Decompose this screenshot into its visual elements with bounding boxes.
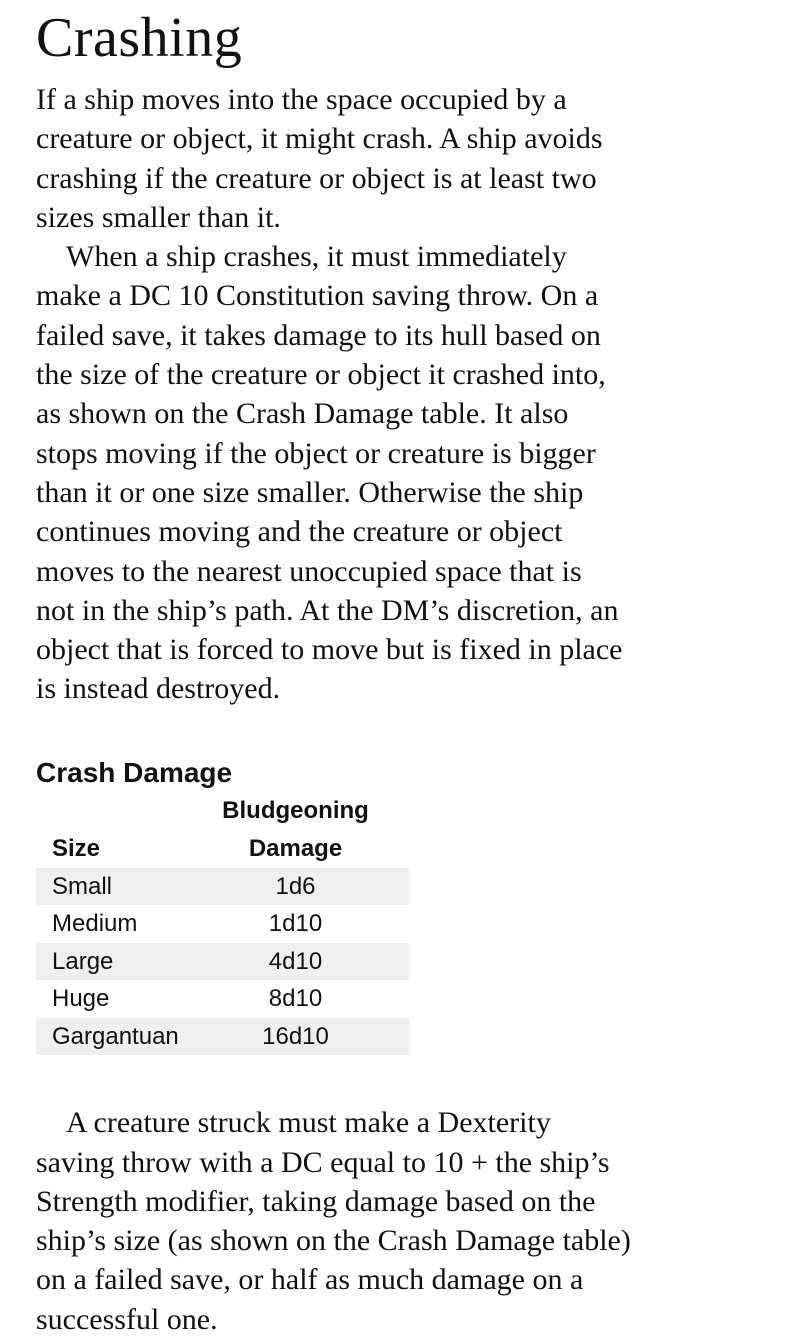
column-header-damage [202, 792, 409, 868]
table-row [36, 980, 409, 1018]
paragraph-crash-intro: If a ship moves into the space occupied by a creature or object, it might crash. A ship avoids crashing if the creature or object is at least two sizes smaller than it. [36, 83, 603, 234]
table-title: Crash Damage [36, 756, 233, 788]
column-header-damage-line2: Damage [248, 834, 343, 862]
size-cell: Gargantuan [36, 1018, 202, 1056]
damage-cell: 1d10 [268, 910, 323, 938]
damage-cell: 4d10 [202, 943, 409, 981]
size-cell: Huge [52, 985, 110, 1013]
size-cell: Small [36, 868, 202, 906]
paragraph-creature-struck: A creature struck must make a Dexterity saving throw with a DC equal to 10 + the ship’s Strength modifier, taking damage based on the ship’s size (as shown on the Crash Damage table) on a failed save, or half as much damage on a successful one. [36, 1106, 631, 1336]
table-row [36, 868, 409, 906]
column-header-damage-line1: Bludgeoning [222, 796, 369, 824]
table-row [36, 1018, 409, 1056]
page-title: Crashing [36, 7, 243, 69]
table-header-row [36, 792, 409, 868]
column-header-size: Size [52, 834, 101, 862]
damage-cell: 8d10 [268, 985, 323, 1013]
size-cell: Large [36, 943, 202, 981]
document-page [36, 0, 776, 1339]
table-row [36, 905, 409, 943]
damage-cell: 1d6 [202, 868, 409, 906]
damage-cell: 16d10 [202, 1018, 409, 1056]
paragraph-crash-rules: When a ship crashes, it must immediately make a DC 10 Constitution saving throw. On a failed save, it takes damage to its hull based on the size of the creature or object it crashed into, as shown on the Crash Damage table. It also stops moving if the object or creature is bigger than it or one size smaller. Otherwise the ship continues moving and the creature or object moves to the nearest unoccupied space that is not in the ship’s path. At the DM’s discretion, an object that is forced to move but is fixed in place is instead destroyed. [36, 240, 623, 706]
crash-damage-table [36, 792, 409, 1056]
size-cell: Medium [52, 910, 138, 938]
table-row [36, 943, 409, 981]
